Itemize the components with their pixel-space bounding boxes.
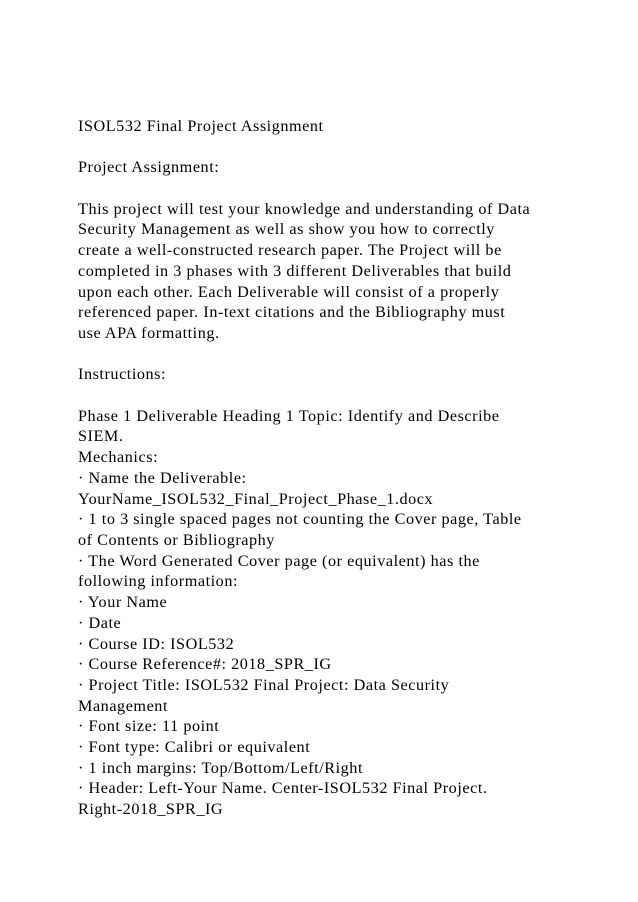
spacer [78,385,578,406]
spacer [78,178,578,199]
spacer [78,344,578,365]
phase-line: · 1 inch margins: Top/Bottom/Left/Right [78,758,364,777]
phase-line: Phase 1 Deliverable Heading 1 Topic: Identify and Describe [78,406,500,425]
phase-line: · Course ID: ISOL532 [78,634,235,653]
phase-line: of Contents or Bibliography [78,531,275,549]
phase-line: · Your Name [78,593,168,612]
phase-line: · Date [78,613,122,632]
phase-line: Mechanics: [78,448,159,467]
document-page [78,116,578,820]
section-heading: Project Assignment: [78,158,220,177]
intro-line: completed in 3 phases with 3 different Deliverables that build [78,261,512,280]
phase-line: · Header: Left-Your Name. Center-ISOL532 Final Project. [78,779,488,798]
spacer [78,137,578,158]
intro-paragraph [78,199,578,344]
phase-line: · Font size: 11 point [78,717,220,736]
phase-line: · Font type: Calibri or equivalent [78,738,311,757]
phase-line: Management [78,696,169,715]
intro-line: create a well-constructed research paper. The Project will be [78,241,502,260]
intro-line: referenced paper. In-text citations and the Bibliography must [78,303,506,322]
phase-1-section [78,406,578,820]
intro-line: upon each other. Each Deliverable will consist of a properly [78,282,500,301]
phase-line: · Name the Deliverable: [78,468,247,487]
phase-line: · Project Title: ISOL532 Final Project: Data Security [78,675,450,694]
phase-line: YourName_ISOL532_Final_Project_Phase_1.docx [78,489,434,508]
phase-line: SIEM. [78,427,124,446]
instructions-heading: Instructions: [78,365,167,384]
intro-line: use APA formatting. [78,324,220,342]
intro-line: Security Management as well as show you how to correctly [78,220,495,239]
phase-line: Right-2018_SPR_IG [78,800,224,819]
phase-line: · 1 to 3 single spaced pages not counting the Cover page, Table [78,510,522,529]
phase-line: · Course Reference#: 2018_SPR_IG [78,655,332,674]
phase-line: · The Word Generated Cover page (or equivalent) has the [78,551,480,570]
document-title: ISOL532 Final Project Assignment [78,117,324,135]
phase-line: following information: [78,572,239,591]
intro-line: This project will test your knowledge and understanding of Data [78,199,531,218]
